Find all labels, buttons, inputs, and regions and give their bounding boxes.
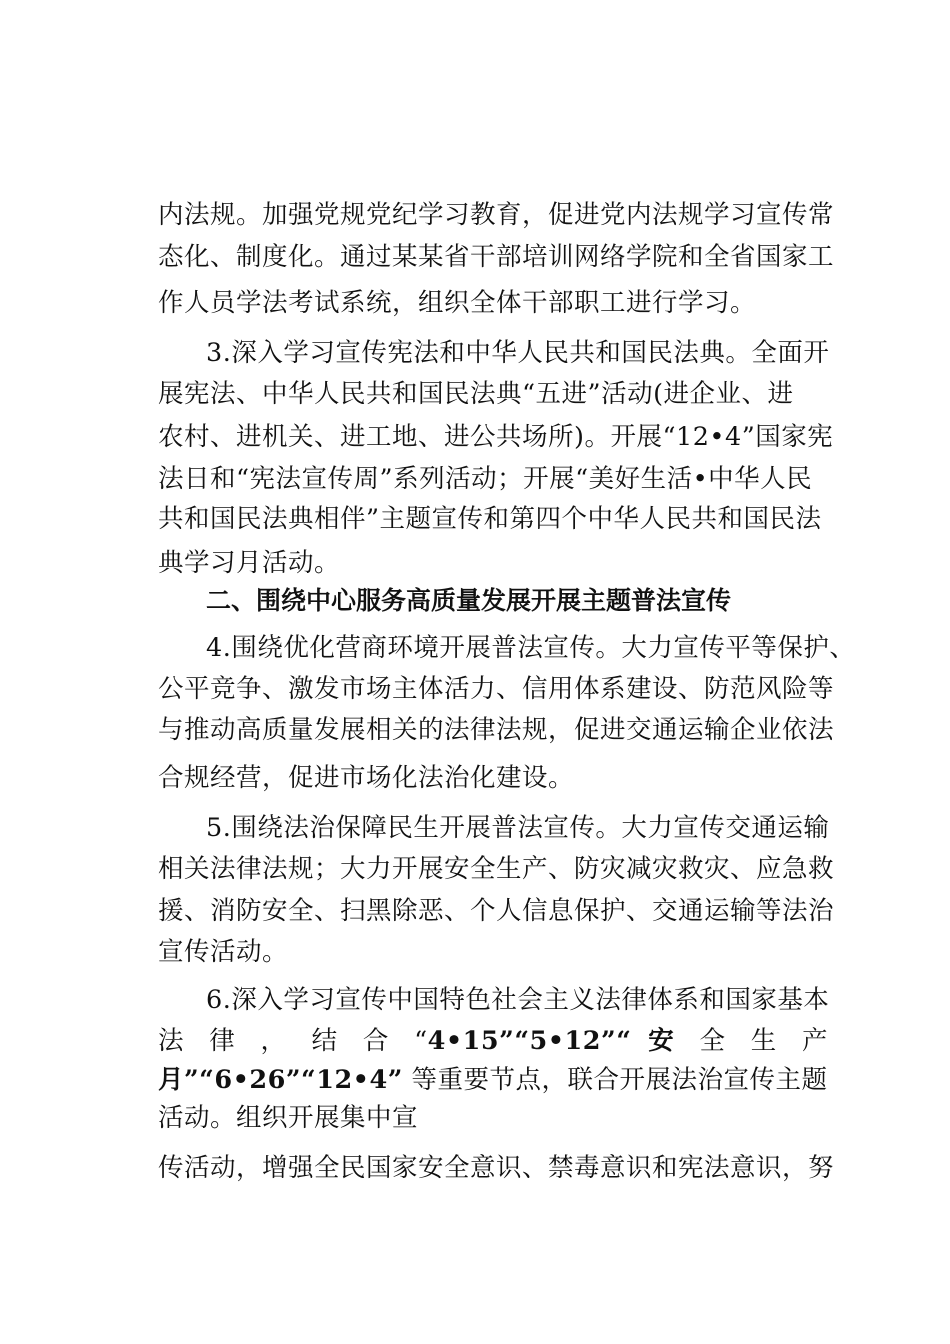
paragraph-line: 援、消防安全、扫黑除恶、个人信息保护、交通运输等法治: [158, 896, 835, 926]
paragraph-line: 3.深入学习宣传宪法和中华人民共和国民法典。全面开: [206, 338, 830, 368]
paragraph-line: 5.围绕法治保障民生开展普法宣传。大力宣传交通运输: [206, 813, 830, 843]
date-list-span: 4•15”“5•12”“: [427, 1026, 632, 1056]
text-span: “: [414, 1026, 428, 1056]
text-span: 全: [699, 1026, 734, 1056]
paragraph-line-justified: [158, 1024, 828, 1058]
paragraph-line: 6.深入学习宣传中国特色社会主义法律体系和国家基本: [206, 985, 830, 1015]
paragraph-line: 作人员学法考试系统，组织全体干部职工进行学习。: [158, 288, 757, 318]
text-span: 法: [158, 1026, 193, 1056]
text-span: 合: [362, 1026, 398, 1056]
paragraph-line: 展宪法、中华人民共和国民法典“五进”活动(进企业、进: [158, 379, 794, 409]
text-span: ，: [260, 1026, 295, 1056]
paragraph-line: 公平竞争、激发市场主体活力、信用体系建设、防范风险等: [158, 674, 835, 704]
paragraph-line: 内法规。加强党规党纪学习教育，促进党内法规学习宣传常: [158, 200, 835, 230]
paragraph-line: [158, 1063, 828, 1097]
paragraph-line: 典学习月活动。: [158, 548, 341, 578]
paragraph-line: 4.围绕优化营商环境开展普法宣传。大力宣传平等保护、: [206, 633, 856, 663]
paragraph-line: 态化、制度化。通过某某省干部培训网络学院和全省国家工: [158, 242, 835, 272]
paragraph-line: 宣传活动。: [158, 937, 289, 967]
text-span: 等重要节点，联合开展法治宣传主题: [402, 1065, 828, 1095]
section-heading: 二、围绕中心服务高质量发展开展主题普法宣传: [206, 586, 732, 615]
paragraph-line: 共和国民法典相伴”主题宣传和第四个中华人民共和国民法: [158, 504, 822, 534]
text-span: 安: [648, 1026, 683, 1056]
text-span: 产: [801, 1026, 828, 1056]
date-list-span: 月”“6•26”“12•4”: [158, 1065, 403, 1095]
paragraph-line: 合规经营，促进市场化法治化建设。: [158, 763, 575, 793]
paragraph-line: 法日和“宪法宣传周”系列活动；开展“美好生活•中华人民: [158, 464, 813, 494]
text-span: 律: [209, 1026, 244, 1056]
paragraph-line: 与推动高质量发展相关的法律法规，促进交通运输企业依法: [158, 715, 835, 745]
text-span: 生: [750, 1026, 786, 1056]
paragraph-line: 传活动，增强全民国家安全意识、禁毒意识和宪法意识，努: [158, 1153, 835, 1183]
paragraph-line: 农村、进机关、进工地、进公共场所)。开展“12•4”国家宪: [158, 422, 834, 452]
paragraph-line: 活动。组织开展集中宣: [158, 1103, 419, 1133]
paragraph-line: 相关法律法规；大力开展安全生产、防灾减灾救灾、应急救: [158, 854, 835, 884]
text-span: 结: [311, 1026, 346, 1056]
